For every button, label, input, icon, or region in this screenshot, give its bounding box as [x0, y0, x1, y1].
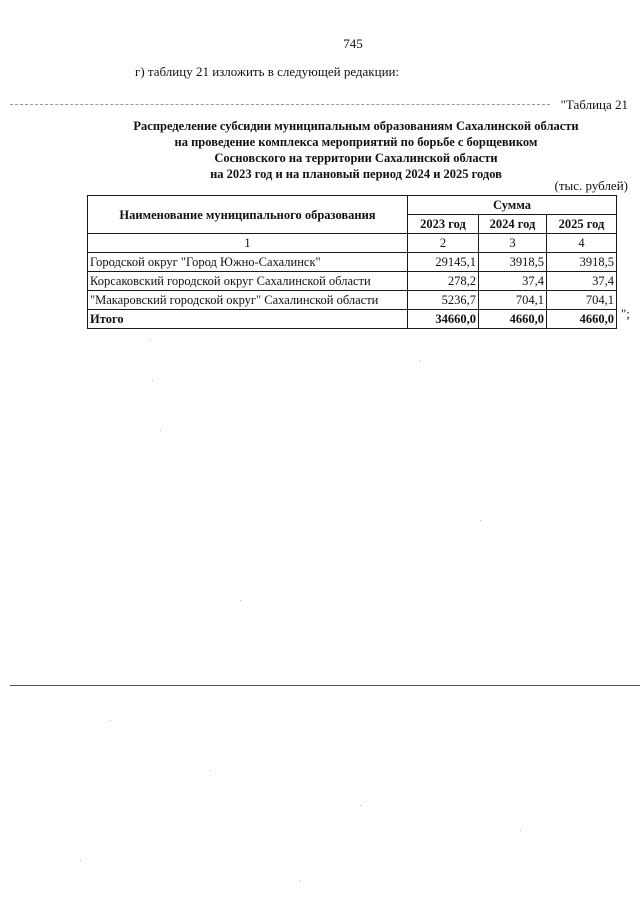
subsidy-table	[87, 195, 617, 329]
header-year-2025: 2025 год	[547, 215, 617, 234]
title-line: Распределение субсидии муниципальным образованиям Сахалинской области	[133, 119, 579, 133]
dashed-divider	[10, 104, 550, 105]
scan-speck	[480, 520, 481, 521]
value-2023: 29145,1	[408, 253, 479, 272]
closing-quote-mark: ";	[621, 306, 630, 321]
scan-speck	[240, 600, 241, 601]
value-2024: 704,1	[479, 291, 547, 310]
value-2024: 3918,5	[479, 253, 547, 272]
scan-speck	[520, 830, 521, 831]
value-2024: 37,4	[479, 272, 547, 291]
total-2023: 34660,0	[408, 310, 479, 329]
municipality-name: "Макаровский городской округ" Сахалинской области	[88, 291, 408, 310]
scan-speck	[80, 860, 81, 861]
table-header-row	[88, 196, 617, 215]
index-cell: 2	[408, 234, 479, 253]
title-line: на проведение комплекса мероприятий по борьбе с борщевиком	[174, 135, 538, 149]
index-cell: 1	[88, 234, 408, 253]
table-total-row	[88, 310, 617, 329]
header-year-2023: 2023 год	[408, 215, 479, 234]
value-2025: 704,1	[547, 291, 617, 310]
total-label: Итого	[88, 310, 408, 329]
scan-speck	[110, 720, 111, 721]
table-title	[100, 118, 612, 182]
scan-speck	[210, 770, 211, 771]
index-cell: 3	[479, 234, 547, 253]
page-number: 745	[343, 36, 363, 51]
table-index-row	[88, 234, 617, 253]
units-label: (тыс. рублей)	[554, 178, 628, 193]
scan-speck	[420, 360, 421, 361]
total-2024: 4660,0	[479, 310, 547, 329]
value-2023: 5236,7	[408, 291, 479, 310]
municipality-name: Городской округ "Город Южно-Сахалинск"	[88, 253, 408, 272]
total-2025: 4660,0	[547, 310, 617, 329]
value-2023: 278,2	[408, 272, 479, 291]
header-sum: Сумма	[408, 196, 617, 215]
intro-text: г) таблицу 21 изложить в следующей редакции:	[135, 64, 400, 79]
value-2025: 3918,5	[547, 253, 617, 272]
scan-speck	[360, 805, 361, 806]
title-line: Сосновского на территории Сахалинской области	[214, 151, 498, 165]
header-name: Наименование муниципального образования	[88, 196, 408, 234]
value-2025: 37,4	[547, 272, 617, 291]
scan-speck	[300, 880, 301, 881]
index-cell: 4	[547, 234, 617, 253]
horizontal-rule	[10, 685, 640, 686]
scan-speck	[150, 340, 151, 341]
scan-speck	[152, 380, 153, 381]
table-caption-tag: "Таблица 21	[560, 97, 628, 112]
municipality-name: Корсаковский городской округ Сахалинской области	[88, 272, 408, 291]
header-year-2024: 2024 год	[479, 215, 547, 234]
scan-speck	[160, 430, 161, 431]
table-row	[88, 253, 617, 272]
title-line: на 2023 год и на плановый период 2024 и 2025 годов	[210, 167, 502, 181]
table-row	[88, 272, 617, 291]
table-row	[88, 291, 617, 310]
